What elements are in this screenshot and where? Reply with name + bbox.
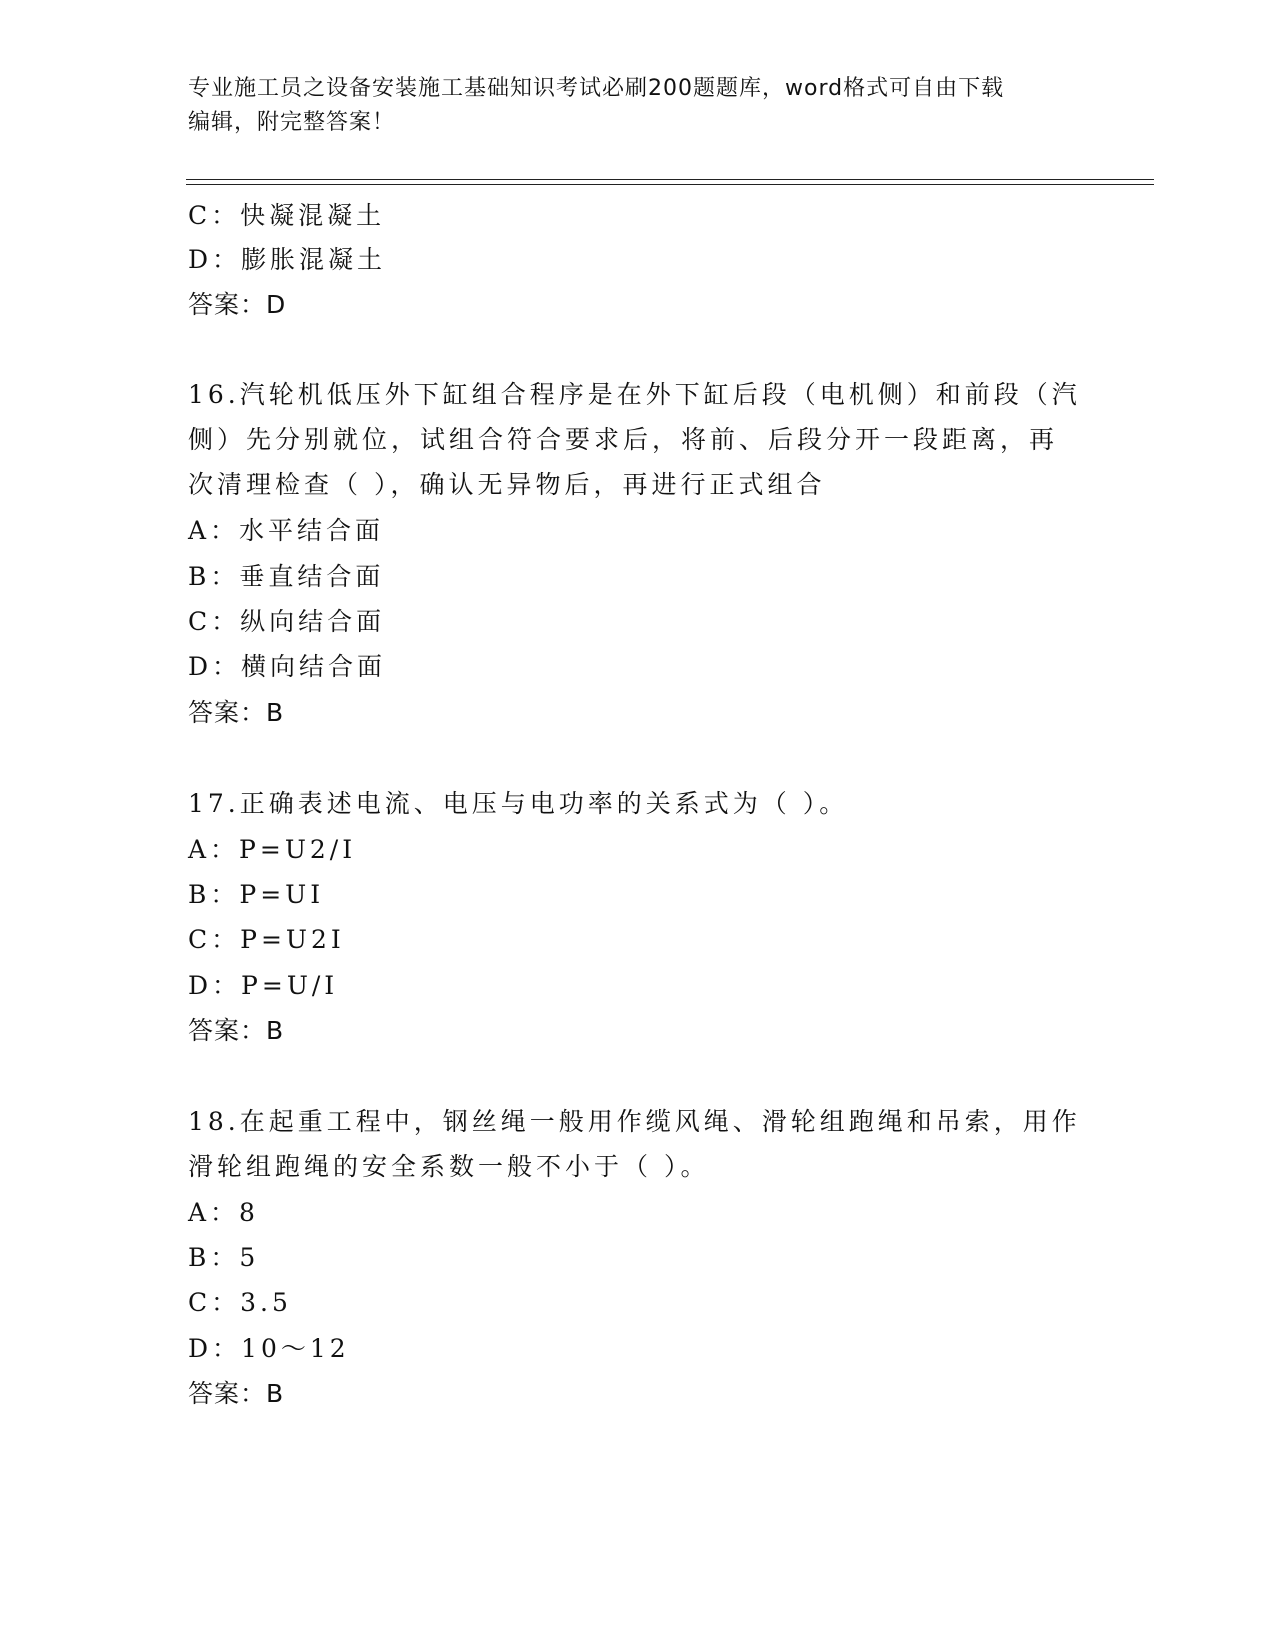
- q18-option-a: A：8: [188, 1198, 259, 1227]
- q18-option-d: D：10～12: [188, 1334, 350, 1363]
- q16-option-b: B：垂直结合面: [188, 562, 385, 591]
- header-divider-top: [186, 179, 1154, 180]
- q18-option-c: C：3.5: [188, 1288, 292, 1317]
- q17-option-c: C：P=U2I: [188, 925, 345, 954]
- q17-stem-line-1: 17.正确表述电流、电压与电功率的关系式为（ ）。: [188, 789, 849, 818]
- header-line-2: 编辑，附完整答案！: [188, 110, 396, 135]
- q17-option-d: D：P=U/I: [188, 971, 339, 1000]
- q18-option-b: B：5: [188, 1243, 260, 1272]
- q16-stem-line-3: 次清理检查（ ），确认无异物后，再进行正式组合: [188, 470, 826, 499]
- q16-option-c: C：纵向结合面: [188, 607, 386, 636]
- q17-option-b: B：P=UI: [188, 880, 325, 909]
- header-line-1: 专业施工员之设备安装施工基础知识考试必刷200题题库，word格式可自由下载: [188, 76, 1005, 101]
- q15-option-c: C：快凝混凝土: [188, 201, 386, 230]
- q18-stem-line-2: 滑轮组跑绳的安全系数一般不小于（ ）。: [188, 1152, 710, 1181]
- q17-option-a: A：P=U2/I: [188, 835, 357, 864]
- header-divider-bottom: [186, 184, 1154, 185]
- q16-answer: 答案：B: [188, 698, 285, 727]
- q17-answer: 答案：B: [188, 1016, 285, 1045]
- document-header: [188, 72, 1068, 140]
- q15-answer: 答案：D: [188, 290, 287, 319]
- q16-stem-line-2: 侧）先分别就位，试组合符合要求后，将前、后段分开一段距离，再: [188, 425, 1059, 454]
- q15-option-d: D：膨胀混凝土: [188, 245, 387, 274]
- q18-answer: 答案：B: [188, 1379, 285, 1408]
- q16-stem-line-1: 16.汽轮机低压外下缸组合程序是在外下缸后段（电机侧）和前段（汽: [188, 380, 1081, 409]
- q18-stem-line-1: 18.在起重工程中，钢丝绳一般用作缆风绳、滑轮组跑绳和吊索，用作: [188, 1107, 1081, 1136]
- q16-option-d: D：横向结合面: [188, 652, 387, 681]
- q16-option-a: A：水平结合面: [188, 516, 385, 545]
